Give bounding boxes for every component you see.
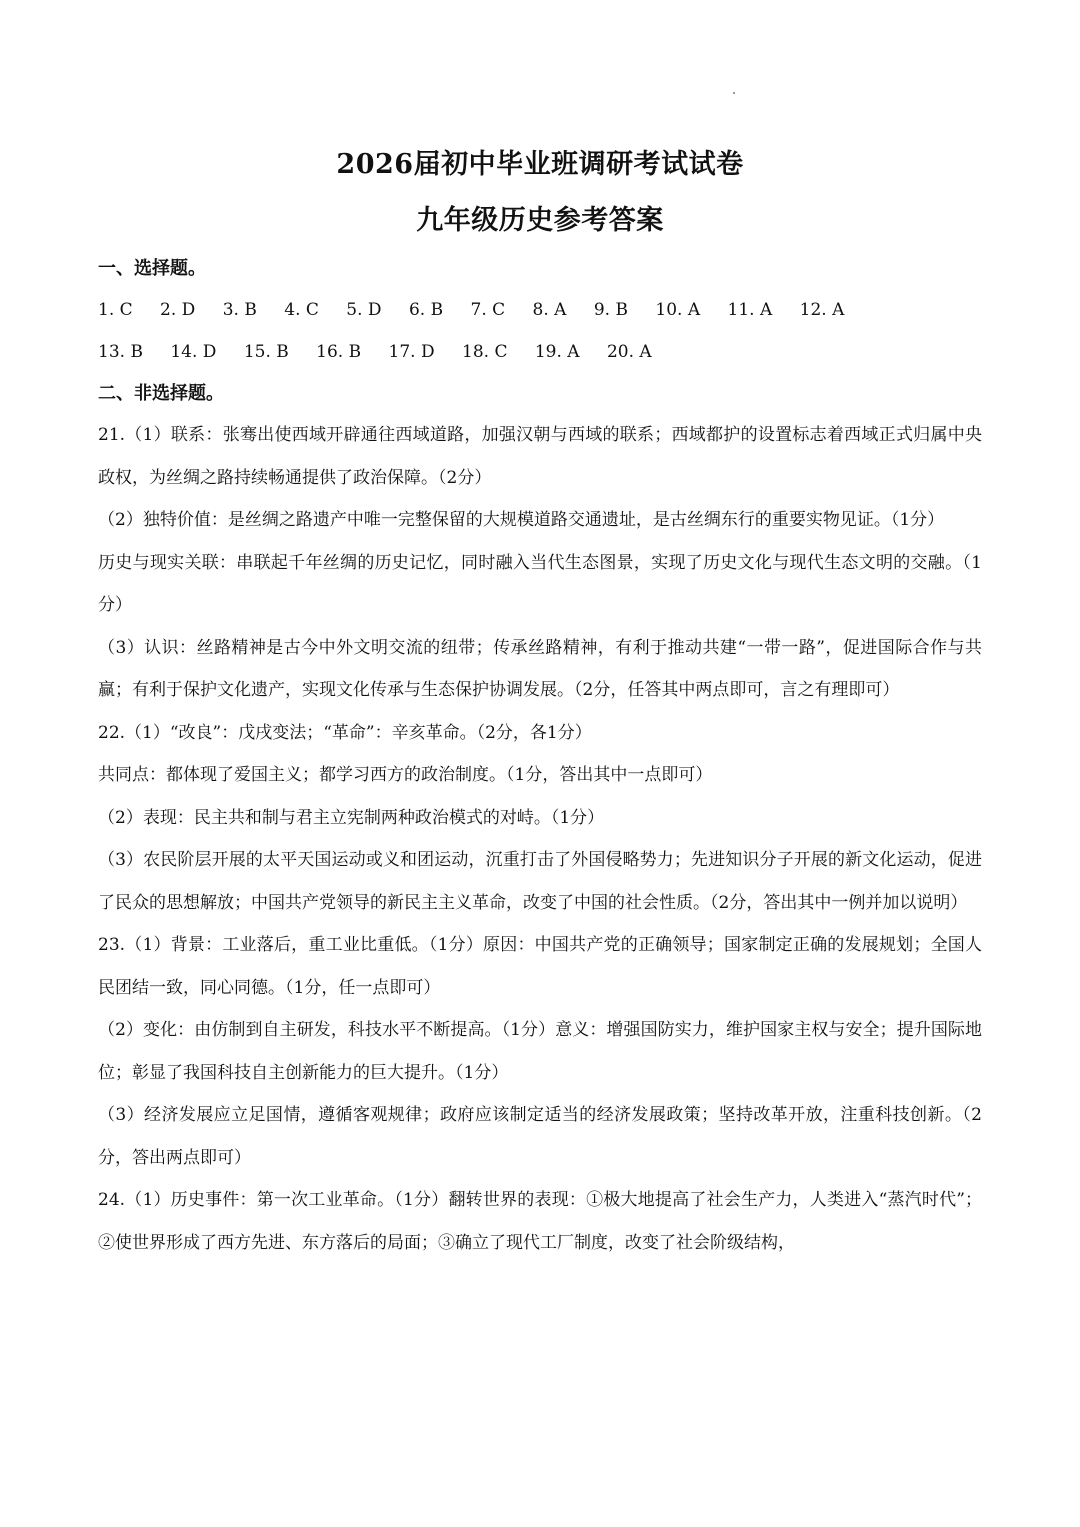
answer-item: 20. A xyxy=(606,342,652,362)
document-title: 2026届初中毕业班调研考试试卷 xyxy=(336,149,744,180)
answer-paragraph-q23-2: （2）变化：由仿制到自主研发，科技水平不断提高。（1分）意义：增强国防实力，维护国家主权与安全；提升国际地位；彰显了我国科技自主创新能力的巨大提升。（1分） xyxy=(98,1020,982,1083)
answer-paragraph-q23-1: 23.（1）背景：工业落后，重工业比重低。（1分）原因：中国共产党的正确领导；国家制定正确的发展规划；全国人民团结一致，同心同德。（1分，任一点即可） xyxy=(98,935,982,998)
answer-item: 18. C xyxy=(462,342,508,362)
answer-item: 4. C xyxy=(284,300,319,320)
document-subtitle: 九年级历史参考答案 xyxy=(416,205,664,236)
answer-paragraph-q21-2b: 历史与现实关联：串联起千年丝绸的历史记忆，同时融入当代生态图景，实现了历史文化与现代生态文明的交融。（1分） xyxy=(98,552,982,615)
answer-paragraph-q23-3: （3）经济发展应立足国情，遵循客观规律；政府应该制定适当的经济发展政策；坚持改革开放，注重科技创新。（2分，答出两点即可） xyxy=(98,1105,982,1168)
answer-item: 17. D xyxy=(388,342,435,362)
answer-content xyxy=(98,248,982,1264)
section-heading-multiple-choice: 一、选择题。 xyxy=(98,258,206,279)
answer-paragraph-q21-1: 21.（1）联系：张骞出使西域开辟通往西域道路，加强汉朝与西域的联系；西域都护的设置标志着西域正式归属中央政权，为丝绸之路持续畅通提供了政治保障。（2分） xyxy=(98,425,982,488)
answer-item: 15. B xyxy=(243,342,289,362)
answer-item: 14. D xyxy=(170,342,217,362)
answer-paragraph-q22-2: （2）表现：民主共和制与君主立宪制两种政治模式的对峙。（1分） xyxy=(98,807,605,828)
answer-item: 3. B xyxy=(222,300,257,320)
answer-paragraph-q24-1: 24.（1）历史事件：第一次工业革命。（1分）翻转世界的表现：①极大地提高了社会生产力，人类进入“蒸汽时代”；②使世界形成了西方先进、东方落后的局面；③确立了现代工厂制度，改变了社会阶级结构， xyxy=(98,1190,982,1253)
answer-paragraph-q22-3: （3）农民阶层开展的太平天国运动或义和团运动，沉重打击了外国侵略势力；先进知识分子开展的新文化运动，促进了民众的思想解放；中国共产党领导的新民主主义革命，改变了中国的社会性质。（2分，答出其中一例并加以说明） xyxy=(98,850,982,913)
section-heading-non-choice: 二、非选择题。 xyxy=(98,383,224,404)
answer-item: 10. A xyxy=(655,300,701,320)
answer-item: 19. A xyxy=(534,342,580,362)
answer-item: 12. A xyxy=(799,300,845,320)
answer-paragraph-q21-2: （2）独特价值：是丝绸之路遗产中唯一完整保留的大规模道路交通遗址，是古丝绸东行的重要实物见证。（1分） xyxy=(98,510,945,530)
answer-item: 7. C xyxy=(470,300,506,320)
answer-item: 2. D xyxy=(160,300,196,320)
answer-item: 16. B xyxy=(316,342,362,362)
answer-paragraph-q21-3: （3）认识：丝路精神是古今中外文明交流的纽带；传承丝路精神，有利于推动共建“一带一路”，促进国际合作与共赢；有利于保护文化遗产，实现文化传承与生态保护协调发展。（2分，任答其中两点即可，言之有理即可） xyxy=(98,637,982,700)
answer-item: 9. B xyxy=(593,300,628,320)
answer-item: 13. B xyxy=(98,342,143,362)
answer-item: 8. A xyxy=(532,300,567,320)
answer-paragraph-q22-1: 22.（1）“改良”：戊戌变法；“革命”：辛亥革命。（2分，各1分） xyxy=(98,722,592,743)
answer-item: 5. D xyxy=(346,300,382,320)
answer-item: 6. B xyxy=(408,300,444,320)
answer-item: 1. C xyxy=(98,300,133,320)
answer-row-2 xyxy=(98,331,982,373)
answer-item: 11. A xyxy=(727,300,773,320)
scan-speck xyxy=(733,92,735,94)
answer-row-1 xyxy=(98,289,982,331)
answer-paragraph-q22-1b: 共同点：都体现了爱国主义；都学习西方的政治制度。（1分，答出其中一点即可） xyxy=(98,765,713,785)
